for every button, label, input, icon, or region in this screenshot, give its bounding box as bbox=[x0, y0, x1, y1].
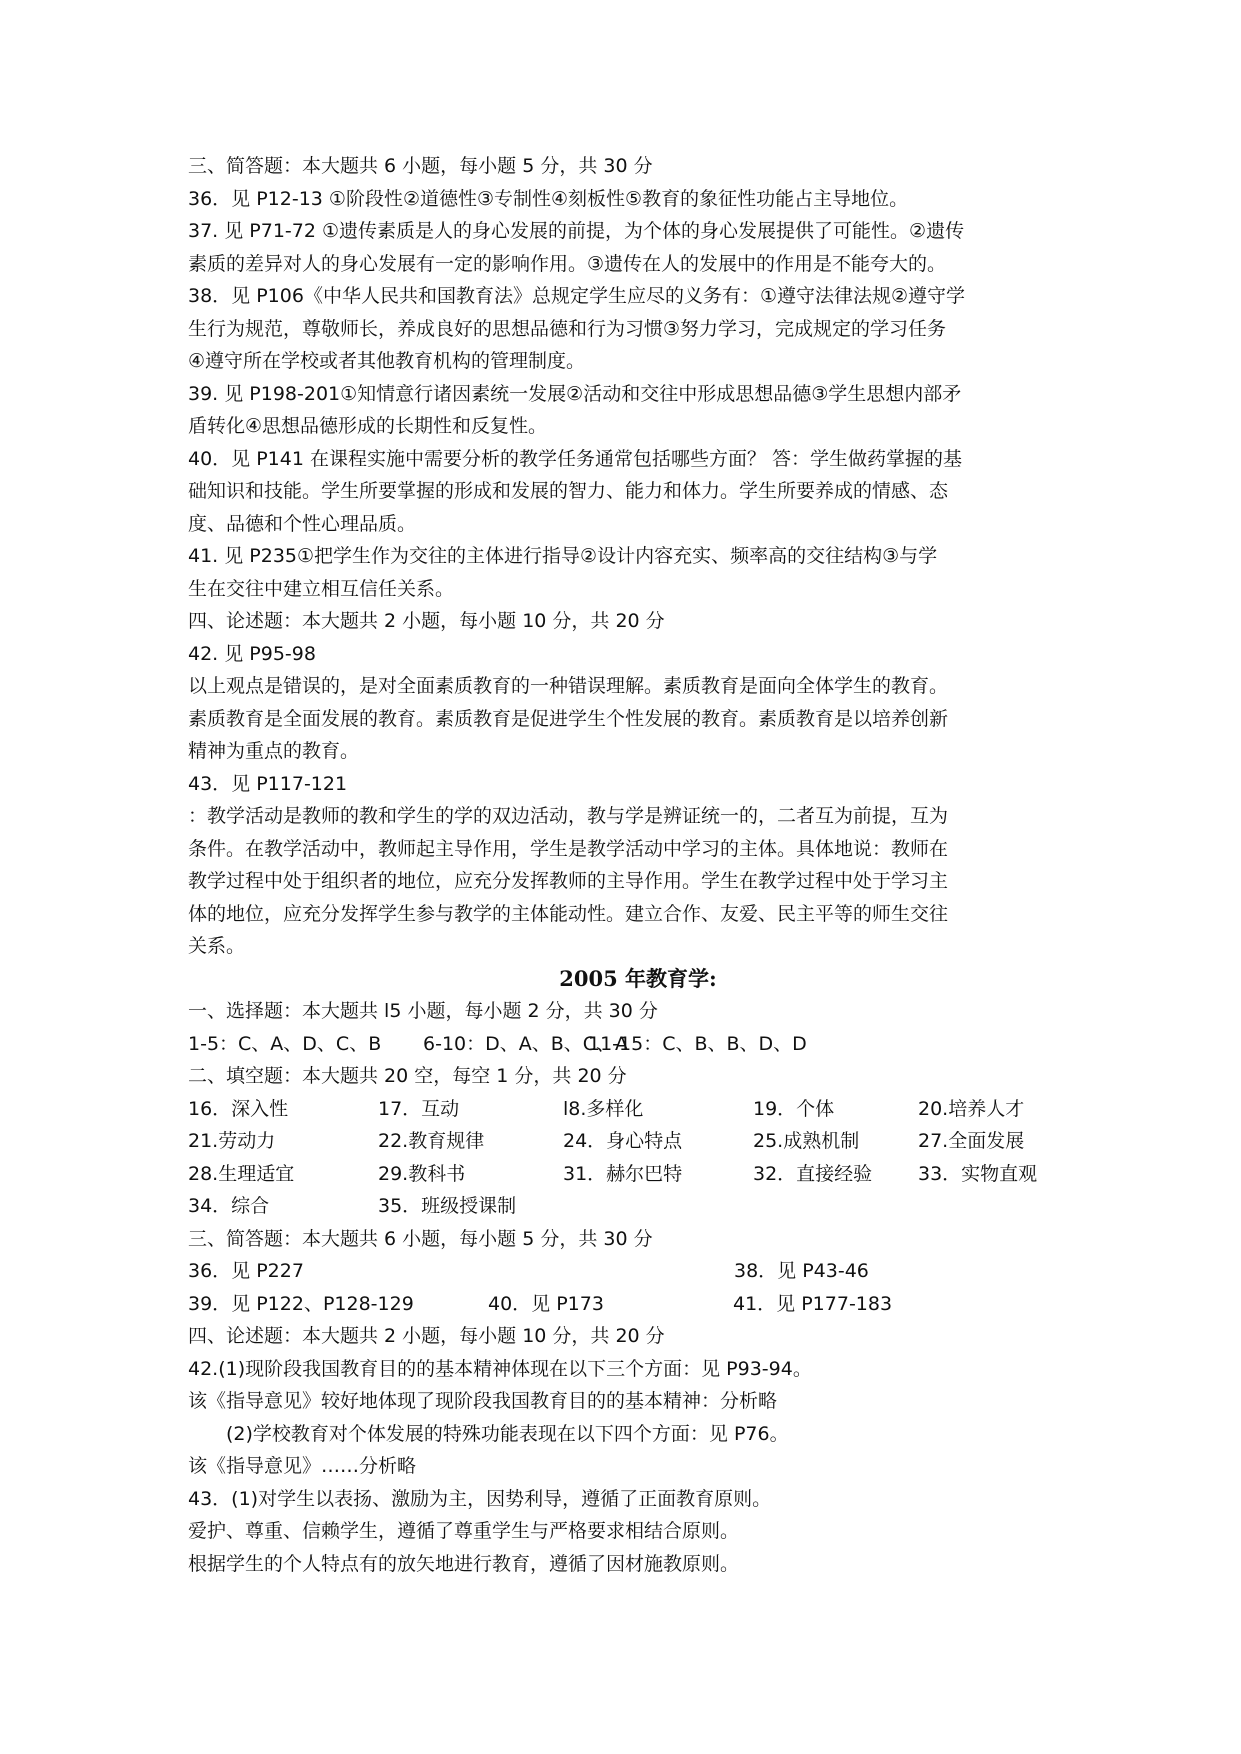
text-line: 度、品德和个性心理品质。 bbox=[188, 512, 417, 535]
answer-row bbox=[188, 1125, 1068, 1158]
text-line: 36．见 P12-13 ①阶段性②道德性③专制性④刻板性⑤教育的象征性功能占主导地位。 bbox=[188, 187, 909, 210]
answer-cell: 19．个体 bbox=[753, 1097, 835, 1120]
answer-cell: 16．深入性 bbox=[188, 1097, 289, 1120]
answer-key-content bbox=[188, 150, 1068, 1580]
answer-cell: 36．见 P227 bbox=[188, 1260, 304, 1282]
answer-cell: 25.成熟机制 bbox=[753, 1130, 860, 1152]
text-line: 43．(1)对学生以表扬、激励为主，因势利导，遵循了正面教育原则。 bbox=[188, 1487, 772, 1510]
answer-cell: 21.劳动力 bbox=[188, 1130, 276, 1152]
text-line: 三、简答题：本大题共 6 小题，每小题 5 分，共 30 分 bbox=[188, 155, 653, 177]
answer-cell: 29.教科书 bbox=[378, 1162, 466, 1185]
answer-row bbox=[188, 1288, 1068, 1321]
text-line: 二、填空题：本大题共 20 空，每空 1 分，共 20 分 bbox=[188, 1065, 627, 1087]
answer-cell: 34．综合 bbox=[188, 1195, 270, 1217]
answer-cell: l8.多样化 bbox=[563, 1097, 644, 1120]
text-line: 该《指导意见》较好地体现了现阶段我国教育目的的基本精神：分析略 bbox=[188, 1390, 778, 1412]
text-line: 素质教育是全面发展的教育。素质教育是促进学生个性发展的教育。素质教育是以培养创新 bbox=[188, 707, 949, 730]
answer-cell: 22.教育规律 bbox=[378, 1130, 485, 1152]
answer-row bbox=[188, 1255, 1068, 1288]
answer-cell: 39．见 P122、P128-129 bbox=[188, 1292, 414, 1315]
answer-cell: 27.全面发展 bbox=[918, 1130, 1025, 1152]
text-line: 爱护、尊重、信赖学生，遵循了尊重学生与严格要求相结合原则。 bbox=[188, 1520, 740, 1542]
answer-cell: 35．班级授课制 bbox=[378, 1195, 517, 1217]
text-line: 41. 见 P235①把学生作为交往的主体进行指导②设计内容充实、频率高的交往结构③与学 bbox=[188, 545, 938, 567]
text-line: 教学过程中处于组织者的地位，应充分发挥教师的主导作用。学生在教学过程中处于学习主 bbox=[188, 870, 949, 892]
text-line: 素质的差异对人的身心发展有一定的影响作用。③遗传在人的发展中的作用是不能夸大的。 bbox=[188, 252, 947, 275]
answer-cell: 41．见 P177-183 bbox=[733, 1292, 893, 1315]
text-line: 一、选择题：本大题共 l5 小题，每小题 2 分，共 30 分 bbox=[188, 1000, 658, 1022]
answer-cell: 6-10：D、A、B、C、A bbox=[423, 1032, 629, 1055]
answer-cell: 20.培养人才 bbox=[918, 1097, 1025, 1120]
answer-row bbox=[188, 1028, 1068, 1061]
text-line: 43．见 P117-121 bbox=[188, 772, 348, 795]
text-line: (2)学校教育对个体发展的特殊功能表现在以下四个方面：见 P76。 bbox=[226, 1422, 789, 1445]
text-line: 42. 见 P95-98 bbox=[188, 642, 316, 665]
text-line: 关系。 bbox=[188, 935, 246, 957]
section-title: 2005 年教育学: bbox=[559, 965, 717, 991]
answer-cell: 33．实物直观 bbox=[918, 1162, 1038, 1185]
text-line: 础知识和技能。学生所要掌握的形成和发展的智力、能力和体力。学生所要养成的情感、态 bbox=[188, 480, 949, 502]
text-line: ：教学活动是教师的教和学生的学的双边活动，教与学是辨证统一的，二者互为前提，互为 bbox=[188, 805, 949, 827]
answer-cell: 38．见 P43-46 bbox=[734, 1260, 869, 1282]
text-line: 四、论述题：本大题共 2 小题，每小题 10 分，共 20 分 bbox=[188, 610, 665, 632]
text-line: 39. 见 P198-201①知情意行诸因素统一发展②活动和交往中形成思想品德③学生思想内部矛 bbox=[188, 382, 962, 405]
answer-cell: 40．见 P173 bbox=[488, 1292, 604, 1315]
text-line: 四、论述题：本大题共 2 小题，每小题 10 分，共 20 分 bbox=[188, 1325, 665, 1347]
text-line: 盾转化④思想品德形成的长期性和反复性。 bbox=[188, 415, 548, 437]
answer-row bbox=[188, 1158, 1068, 1191]
answer-cell: 24．身心特点 bbox=[563, 1130, 683, 1152]
answer-row bbox=[188, 1093, 1068, 1126]
text-line: 精神为重点的教育。 bbox=[188, 740, 360, 762]
text-line: 以上观点是错误的，是对全面素质教育的一种错误理解。素质教育是面向全体学生的教育。 bbox=[188, 675, 949, 697]
text-line: 生在交往中建立相互信任关系。 bbox=[188, 577, 455, 600]
text-line: 37. 见 P71-72 ①遗传素质是人的身心发展的前提，为个体的身心发展提供了可能性。②遗传 bbox=[188, 220, 965, 242]
text-line: 该《指导意见》……分析略 bbox=[188, 1455, 417, 1477]
text-line: 根据学生的个人特点有的放矢地进行教育，遵循了因材施教原则。 bbox=[188, 1552, 740, 1575]
text-line: 条件。在教学活动中，教师起主导作用，学生是教学活动中学习的主体。具体地说：教师在 bbox=[188, 837, 949, 860]
text-line: ④遵守所在学校或者其他教育机构的管理制度。 bbox=[188, 350, 586, 372]
text-line: 三、简答题：本大题共 6 小题，每小题 5 分，共 30 分 bbox=[188, 1227, 653, 1250]
answer-cell: 32．直接经验 bbox=[753, 1162, 873, 1185]
answer-cell: 11-15：C、B、B、D、D bbox=[588, 1032, 807, 1055]
text-line: 体的地位，应充分发挥学生参与教学的主体能动性。建立合作、友爱、民主平等的师生交往 bbox=[188, 902, 949, 925]
answer-cell: 31．赫尔巴特 bbox=[563, 1162, 683, 1185]
answer-row bbox=[188, 1190, 1068, 1223]
text-line: 42.(1)现阶段我国教育目的的基本精神体现在以下三个方面：见 P93-94。 bbox=[188, 1357, 812, 1380]
answer-cell: 17．互动 bbox=[378, 1097, 460, 1120]
text-line: 38．见 P106《中华人民共和国教育法》总规定学生应尽的义务有：①遵守法律法规②遵守学 bbox=[188, 285, 966, 307]
text-line: 生行为规范，尊敬师长，养成良好的思想品德和行为习惯③努力学习，完成规定的学习任务 bbox=[188, 317, 947, 340]
text-line: 40．见 P141 在课程实施中需要分析的教学任务通常包括哪些方面？ 答：学生做药掌握的基 bbox=[188, 447, 963, 470]
answer-cell: 28.生理适宜 bbox=[188, 1162, 295, 1185]
answer-cell: 1-5：C、A、D、C、B bbox=[188, 1032, 382, 1055]
